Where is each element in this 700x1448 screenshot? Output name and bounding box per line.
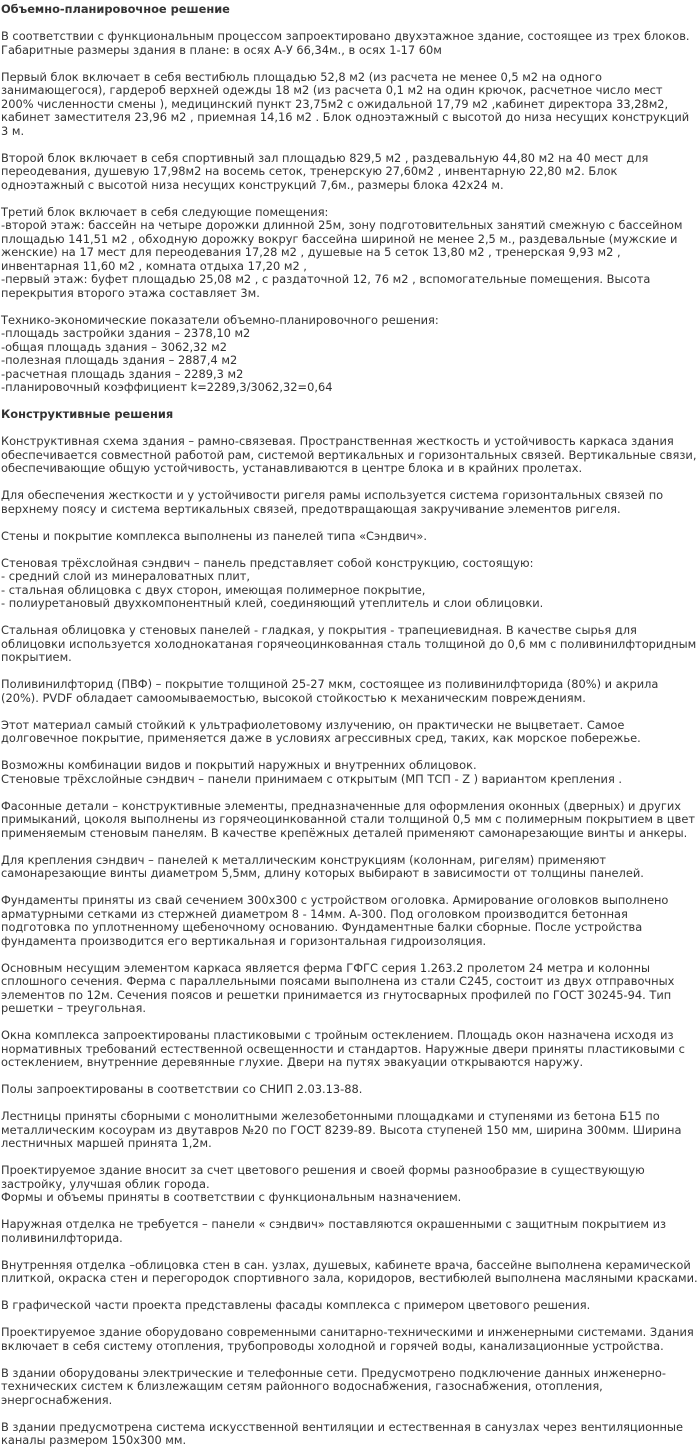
paragraph: В графической части проекта представлены фасады комплекса с примером цветового решения. bbox=[1, 1298, 591, 1312]
text-line: Возможны комбинации видов и покрытий наружных и внутренних облицовок. bbox=[1, 758, 477, 772]
paragraph: Наружная отделка не требуется – панели « сэндвич» поставляются окрашенными с защитным покрытием из поливинилфторида. bbox=[1, 1217, 667, 1245]
paragraph: Проектируемое здание оборудовано современными санитарно-техническими и инженерными системами. Здания включает в себя систему отопления, трубопроводы холодной и горячей воды, канализационные устройства. bbox=[1, 1325, 694, 1353]
text-line: Проектируемое здание вносит за счет цветового решения и своей формы разнообразие в существующую застройку, улучшая облик города. bbox=[1, 1163, 645, 1191]
paragraph: Для обеспечения жесткости и у устойчивости ригеля рамы используется система горизонтальных связей по верхнему поясу и система вертикальных связей, предотвращающая закручивание элементов ригеля. bbox=[1, 488, 664, 516]
paragraph: Полы запроектированы в соответствии со СНИП 2.03.13-88. bbox=[1, 1082, 363, 1096]
text-line: Третий блок включает в себя следующие помещения: bbox=[1, 204, 329, 219]
paragraph: Конструктивная схема здания – рамно-связевая. Пространственная жесткость и устойчивость каркаса здания обеспечивается совместной работой рам, системой вертикальных и горизонтальных связей. Вертикальные связи, обеспечивающие общую устойчивость, устанавливаются в центре блока и в крайних пролетах. bbox=[1, 434, 697, 475]
list-item: - полиуретановый двухкомпонентный клей, соединяющий утеплитель и слои облицовки. bbox=[1, 596, 544, 610]
text-line: -второй этаж: бассейн на четыре дорожки длинной 25м, зону подготовительных занятий смежную с бассейном площадью 141,51 м2 , обходную дорожку вокруг бассейна шириной не менее 2,5 м., раздевальные (мужские и женские) на 17 мест для переодевания 17,28 м2 , душевые на 5 сеток 13,80 м2 , тренерская 9,93 м2 , инвентарная 11,60 м2 , комната отдыха 17,20 м2 , bbox=[1, 218, 683, 273]
paragraph: Второй блок включает в себя спортивный зал площадью 829,5 м2 , раздевальную 44,80 м2 на 40 мест для переодевания, душевую 17,98м2 на восемь сеток, тренерскую 27,60м2 , инвентарную 22,80 м2. Блок одноэтажный с высотой низа несущих конструкций 7,6м., размеры блока 42х24 м. bbox=[1, 150, 649, 192]
section-heading-planning: Объемно-планировочное решение bbox=[1, 2, 230, 16]
paragraph: Этот материал самый стойкий к ультрафиолетовому излучению, он практически не выцветает. Самое долговечное покрытие, применяется даже в условиях агрессивных сред, таких, как морское побережье. bbox=[1, 717, 641, 745]
indicator-item: Технико-экономические показатели объемно-планировочного решения: bbox=[1, 312, 439, 327]
indicator-item: -расчетная площадь здания – 2289,3 м2 bbox=[1, 366, 244, 381]
paragraph: В здании предусмотрена система искусственной вентиляции и естественная в санузлах через вентиляционные каналы размером 150х300 мм. bbox=[1, 1419, 683, 1447]
paragraph: Внутренняя отделка –облицовка стен в сан. узлах, душевых, кабинете врача, бассейне выполнена керамической плиткой, окраска стен и перегородок спортивного зала, коридоров, вестибюлей выполнена масляными красками. bbox=[1, 1257, 698, 1285]
paragraph: В здании оборудованы электрические и телефонные сети. Предусмотрено подключение данных инженерно-технических систем к близлежащим сетям районного водоснабжения, газоснабжения, отопления, энергоснабжения. bbox=[1, 1365, 666, 1407]
list-item: - средний слой из минераловатных плит, bbox=[1, 569, 251, 583]
list-item: - стальная облицовка с двух сторон, имеющая полимерное покрытие, bbox=[1, 582, 426, 597]
paragraph: Окна комплекса запроектированы пластиковыми с тройным остеклением. Площадь окон назначена исходя из нормативных требований естественной освещенности и стандартов. Наружные двери приняты пластиковыми с остеклением, внутренние деревянные глухие. Двери на путях эвакуации открываются наружу. bbox=[1, 1028, 685, 1069]
paragraph: В соответствии с функциональным процессом запроектировано двухэтажное здание, состоящее из трех блоков. Габаритные размеры здания в плане: в осях А-У 66,34м., в осях 1-17 60м bbox=[1, 29, 690, 57]
indicator-list bbox=[1, 314, 698, 395]
paragraph: Поливинилфторид (ПВФ) – покрытие толщиной 25-27 мкм, состоящее из поливинилфторида (80%) и акрила (20%). PVDF обладает самоомываемостью, высокой стойкостью к механическим повреждениям. bbox=[1, 677, 659, 705]
paragraph: Первый блок включает в себя вестибюль площадью 52,8 м2 (из расчета не менее 0,5 м2 на одного занимающегося), гардероб верхней одежды 18 м2 (из расчета 0,1 м2 на один крючок, расчетное число мест 200% численности смены ), медицинский пункт 23,75м2 с ожидальной 17,79 м2 ,кабинет директора 33,28м2, кабинет заместителя 23,96 м2 , приемная 14,16 м2 . Блок одноэтажный с высотой до низа несущих конструкций 3 м. bbox=[1, 69, 690, 138]
indicator-item: -общая площадь здания – 3062,32 м2 bbox=[1, 339, 228, 354]
text-line: Стеновые трёхслойные сэндвич – панели принимаем с открытым (МП ТСП - Z ) вариантом крепления . bbox=[1, 771, 623, 786]
text-line: -первый этаж: буфет площадью 25,08 м2 , с раздаточной 12, 76 м2 , вспомогательные помещения. Высота перекрытия второго этажа составляет 3м. bbox=[1, 272, 651, 300]
indicator-item: -планировочный коэффициент k=2289,3/3062,32=0,64 bbox=[1, 380, 333, 394]
paragraph: Фасонные детали – конструктивные элементы, предназначенные для оформления оконных (дверных) и других примыканий, цоколя выполнены из горячеоцинкованной стали толщиной 0,5 мм с полимерным покрытием в цвет применяемым стеновым панелям. В качестве крепёжных деталей применяют самонарезающие винты и анкеры. bbox=[1, 798, 695, 840]
paragraph bbox=[1, 1164, 698, 1205]
text-line: Стеновая трёхслойная сэндвич – панель представляет собой конструкцию, состоящую: bbox=[1, 555, 534, 570]
indicator-item: -площадь застройки здания – 2378,10 м2 bbox=[1, 326, 251, 340]
paragraph: Стальная облицовка у стеновых панелей - гладкая, у покрытия - трапециевидная. В качестве сырья для облицовки используется холоднокатаная горячеоцинкованная сталь толщиной до 0,6 мм с поливинилфторидным покрытием. bbox=[1, 623, 697, 664]
paragraph: Для крепления сэндвич – панелей к металлическим конструкциям (колоннам, ригелям) применяют самонарезающие винты диаметром 5,5мм, длину которых выбирают в зависимости от толщины панелей. bbox=[1, 852, 644, 880]
indicator-item: -полезная площадь здания – 2887,4 м2 bbox=[1, 353, 238, 367]
paragraph: Лестницы приняты сборными с монолитными железобетонными площадками и ступенями из бетона Б15 по металлическим косоурам из двутавров №20 по ГОСТ 8239-89. Высота ступеней 150 мм, ширина 300мм. Ширина лестничных маршей принята 1,2м. bbox=[1, 1109, 682, 1150]
text-line: Формы и объемы приняты в соответствии с функциональным назначением. bbox=[1, 1190, 462, 1204]
sandwich-list bbox=[1, 557, 698, 611]
section-heading-structural: Конструктивные решения bbox=[1, 407, 174, 421]
paragraph bbox=[1, 759, 698, 786]
paragraph: Основным несущим элементом каркаса является ферма ГФГС серия 1.263.2 пролетом 24 метра и колонны сплошного сечения. Ферма с параллельными поясами выполнена из стали С245, состоит из двух отправочных элементов по 12м. Сечения поясов и решетки принимается из гнутосварных профилей по ГОСТ 30245-94. Тип решетки – треугольная. bbox=[1, 960, 675, 1015]
paragraph-block3 bbox=[1, 206, 698, 301]
paragraph: Фундаменты приняты из свай сечением 300х300 с устройством оголовка. Армирование оголовков выполнено арматурными сетками из стержней диаметром 8 - 14мм. А-300. Под оголовком производится бетонная подготовка по уплотненному щебеночному основанию. Фундаментные балки сборные. После устройства фундамента производится его вертикальная и горизонтальная гидроизоляция. bbox=[1, 893, 669, 948]
paragraph: Стены и покрытие комплекса выполнены из панелей типа «Сэндвич». bbox=[1, 528, 428, 543]
